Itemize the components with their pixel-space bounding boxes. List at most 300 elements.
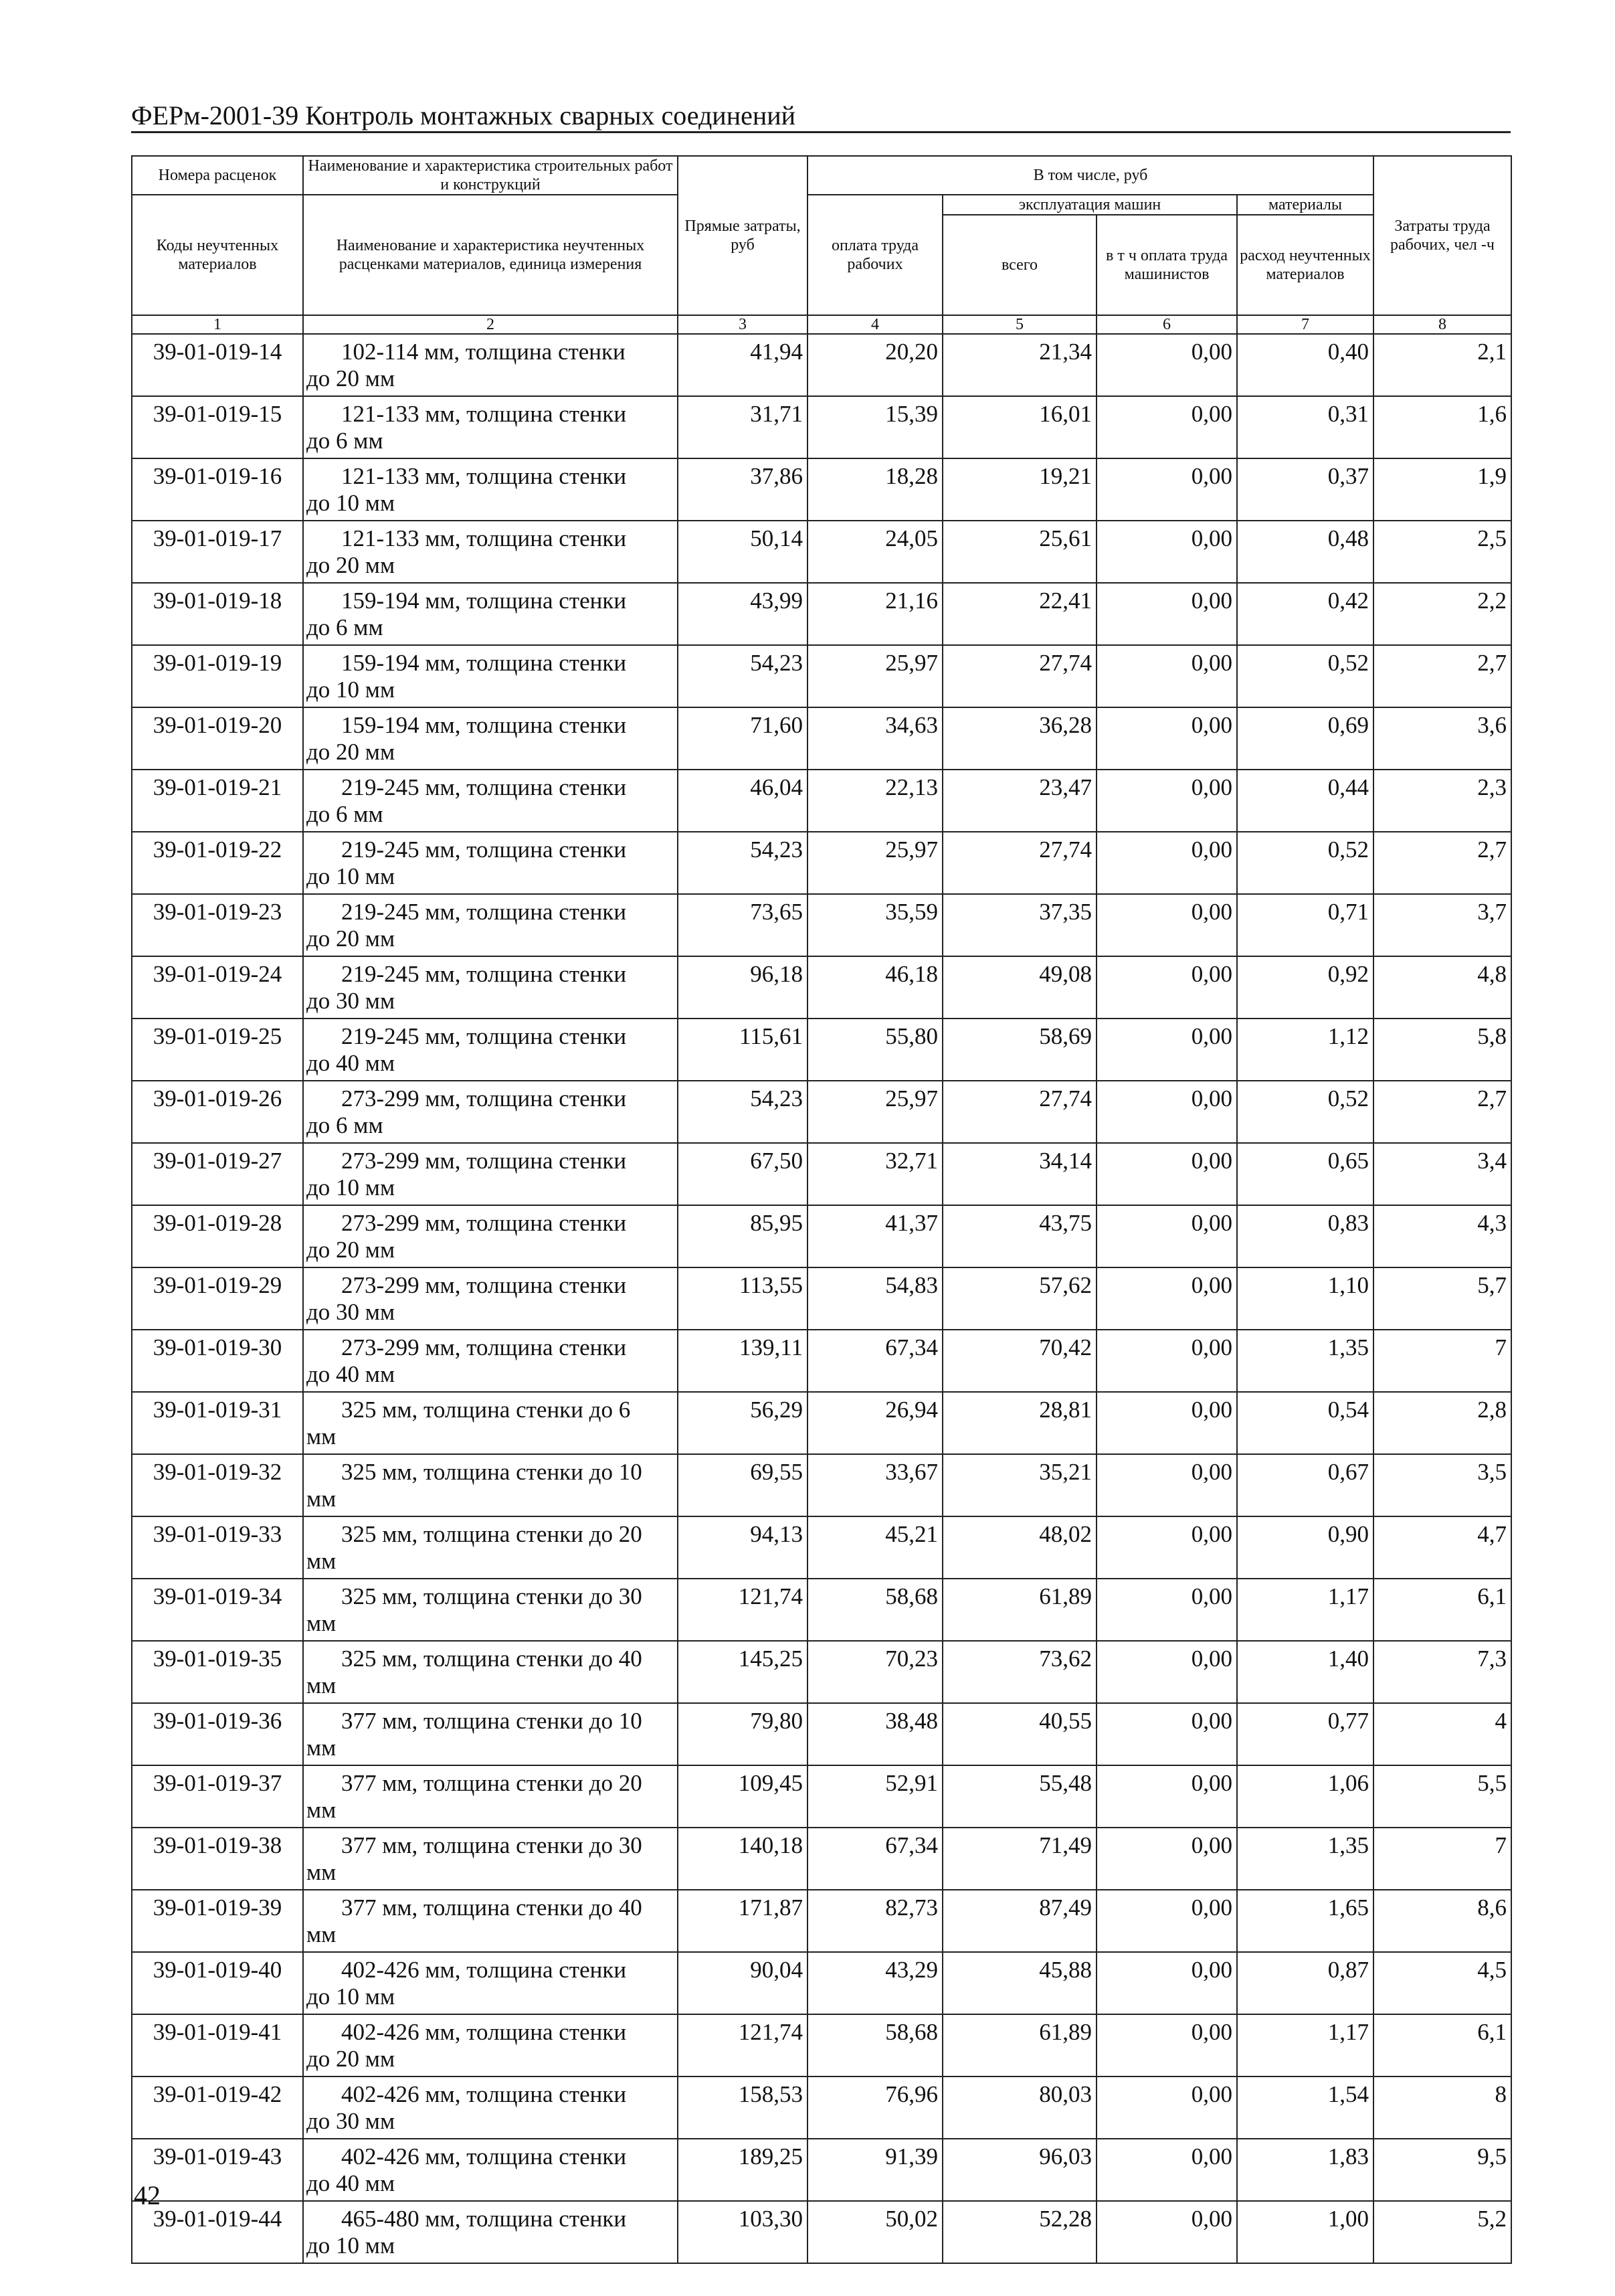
direct-costs: 73,65 <box>678 894 808 956</box>
table-row <box>132 2077 1511 2139</box>
labor-pay: 25,97 <box>808 645 943 707</box>
materials-cost: 1,17 <box>1237 2014 1373 2077</box>
direct-costs: 54,23 <box>678 645 808 707</box>
labor-hours: 5,8 <box>1373 1019 1511 1081</box>
labor-hours: 2,8 <box>1373 1392 1511 1454</box>
description-line: до 20 мм <box>306 365 395 391</box>
description-line: 377 мм, толщина стенки до 20 <box>341 1770 642 1796</box>
description-line: 102-114 мм, толщина стенки <box>341 339 626 365</box>
labor-pay: 32,71 <box>808 1143 943 1205</box>
description-line: 273-299 мм, толщина стенки <box>341 1272 627 1298</box>
machinists-pay: 0,00 <box>1097 1392 1237 1454</box>
labor-hours: 3,7 <box>1373 894 1511 956</box>
work-description <box>303 1579 678 1641</box>
header-materials-unaccounted: расход неучтенных материалов <box>1237 215 1373 315</box>
description-line: мм <box>306 1735 337 1761</box>
labor-hours: 6,1 <box>1373 2014 1511 2077</box>
materials-cost: 0,83 <box>1237 1205 1373 1267</box>
labor-pay: 22,13 <box>808 770 943 832</box>
machines-total: 45,88 <box>943 1952 1097 2014</box>
table-row <box>132 770 1511 832</box>
header-machines: эксплуатация машин <box>943 195 1237 215</box>
machinists-pay: 0,00 <box>1097 707 1237 770</box>
rate-code: 39-01-019-17 <box>132 521 303 583</box>
rates-table <box>131 155 1512 2264</box>
labor-pay: 58,68 <box>808 1579 943 1641</box>
labor-pay: 67,34 <box>808 1828 943 1890</box>
work-description <box>303 1019 678 1081</box>
machines-total: 19,21 <box>943 458 1097 521</box>
header-materials: материалы <box>1237 195 1373 215</box>
labor-pay: 15,39 <box>808 396 943 458</box>
machinists-pay: 0,00 <box>1097 2077 1237 2139</box>
table-row <box>132 1143 1511 1205</box>
description-line: до 10 мм <box>306 1174 395 1201</box>
rate-code: 39-01-019-44 <box>132 2201 303 2263</box>
table-row <box>132 1019 1511 1081</box>
rate-code: 39-01-019-42 <box>132 2077 303 2139</box>
materials-cost: 0,42 <box>1237 583 1373 645</box>
description-line: 273-299 мм, толщина стенки <box>341 1334 627 1360</box>
machines-total: 73,62 <box>943 1641 1097 1703</box>
work-description <box>303 583 678 645</box>
machines-total: 22,41 <box>943 583 1097 645</box>
machines-total: 71,49 <box>943 1828 1097 1890</box>
materials-cost: 1,00 <box>1237 2201 1373 2263</box>
direct-costs: 54,23 <box>678 832 808 894</box>
machines-total: 49,08 <box>943 956 1097 1019</box>
description-line: 121-133 мм, толщина стенки <box>341 401 627 427</box>
labor-pay: 45,21 <box>808 1516 943 1579</box>
labor-hours: 8,6 <box>1373 1890 1511 1952</box>
materials-cost: 0,92 <box>1237 956 1373 1019</box>
labor-pay: 26,94 <box>808 1392 943 1454</box>
rate-code: 39-01-019-30 <box>132 1330 303 1392</box>
rate-code: 39-01-019-27 <box>132 1143 303 1205</box>
rate-code: 39-01-019-37 <box>132 1765 303 1828</box>
rate-code: 39-01-019-38 <box>132 1828 303 1890</box>
description-line: мм <box>306 1423 337 1449</box>
machinists-pay: 0,00 <box>1097 1828 1237 1890</box>
description-line: до 20 мм <box>306 925 395 952</box>
labor-pay: 33,67 <box>808 1454 943 1516</box>
table-row <box>132 832 1511 894</box>
work-description <box>303 1267 678 1330</box>
materials-cost: 0,52 <box>1237 1081 1373 1143</box>
rate-code: 39-01-019-25 <box>132 1019 303 1081</box>
direct-costs: 115,61 <box>678 1019 808 1081</box>
rate-code: 39-01-019-18 <box>132 583 303 645</box>
labor-pay: 50,02 <box>808 2201 943 2263</box>
labor-hours: 9,5 <box>1373 2139 1511 2201</box>
rate-code: 39-01-019-41 <box>132 2014 303 2077</box>
machines-total: 25,61 <box>943 521 1097 583</box>
rate-code: 39-01-019-23 <box>132 894 303 956</box>
labor-pay: 91,39 <box>808 2139 943 2201</box>
work-description <box>303 1392 678 1454</box>
machinists-pay: 0,00 <box>1097 1330 1237 1392</box>
materials-cost: 0,65 <box>1237 1143 1373 1205</box>
labor-pay: 58,68 <box>808 2014 943 2077</box>
machinists-pay: 0,00 <box>1097 1641 1237 1703</box>
work-description <box>303 1454 678 1516</box>
labor-pay: 41,37 <box>808 1205 943 1267</box>
labor-hours: 1,6 <box>1373 396 1511 458</box>
labor-hours: 5,5 <box>1373 1765 1511 1828</box>
direct-costs: 79,80 <box>678 1703 808 1765</box>
machinists-pay: 0,00 <box>1097 334 1237 396</box>
rate-code: 39-01-019-43 <box>132 2139 303 2201</box>
work-description <box>303 1952 678 2014</box>
rate-code: 39-01-019-35 <box>132 1641 303 1703</box>
work-description <box>303 1641 678 1703</box>
description-line: 465-480 мм, толщина стенки <box>341 2206 627 2232</box>
table-row <box>132 1703 1511 1765</box>
rate-code: 39-01-019-31 <box>132 1392 303 1454</box>
description-line: 121-133 мм, толщина стенки <box>341 525 627 551</box>
rate-code: 39-01-019-26 <box>132 1081 303 1143</box>
table-row <box>132 645 1511 707</box>
header-work-name: Наименование и характеристика строительных работ и конструкций <box>303 156 678 195</box>
description-line: 377 мм, толщина стенки до 30 <box>341 1832 642 1858</box>
labor-hours: 4,5 <box>1373 1952 1511 2014</box>
description-line: до 40 мм <box>306 1050 395 1076</box>
materials-cost: 1,12 <box>1237 1019 1373 1081</box>
table-row <box>132 458 1511 521</box>
table-row <box>132 894 1511 956</box>
header-direct-costs: Прямые затраты, руб <box>678 156 808 315</box>
labor-pay: 38,48 <box>808 1703 943 1765</box>
table-row <box>132 1641 1511 1703</box>
description-line: 273-299 мм, толщина стенки <box>341 1085 627 1112</box>
machines-total: 16,01 <box>943 396 1097 458</box>
work-description <box>303 1703 678 1765</box>
rate-code: 39-01-019-19 <box>132 645 303 707</box>
labor-pay: 25,97 <box>808 1081 943 1143</box>
description-line: 159-194 мм, толщина стенки <box>341 712 627 738</box>
table-row <box>132 1454 1511 1516</box>
rate-code: 39-01-019-15 <box>132 396 303 458</box>
rate-code: 39-01-019-39 <box>132 1890 303 1952</box>
description-line: мм <box>306 1672 337 1698</box>
col-number: 2 <box>303 315 678 334</box>
machines-total: 27,74 <box>943 832 1097 894</box>
col-number: 6 <box>1097 315 1237 334</box>
direct-costs: 56,29 <box>678 1392 808 1454</box>
materials-cost: 0,37 <box>1237 458 1373 521</box>
direct-costs: 46,04 <box>678 770 808 832</box>
description-line: 219-245 мм, толщина стенки <box>341 1023 627 1049</box>
work-description <box>303 1516 678 1579</box>
materials-cost: 0,40 <box>1237 334 1373 396</box>
description-line: 402-426 мм, толщина стенки <box>341 2143 627 2170</box>
machinists-pay: 0,00 <box>1097 1454 1237 1516</box>
materials-cost: 0,54 <box>1237 1392 1373 1454</box>
machinists-pay: 0,00 <box>1097 1890 1237 1952</box>
description-line: до 6 мм <box>306 1112 383 1138</box>
work-description <box>303 956 678 1019</box>
description-line: до 40 мм <box>306 1361 395 1387</box>
labor-pay: 70,23 <box>808 1641 943 1703</box>
direct-costs: 90,04 <box>678 1952 808 2014</box>
labor-hours: 2,7 <box>1373 832 1511 894</box>
work-description <box>303 2201 678 2263</box>
machinists-pay: 0,00 <box>1097 2139 1237 2201</box>
labor-hours: 5,2 <box>1373 2201 1511 2263</box>
machines-total: 35,21 <box>943 1454 1097 1516</box>
direct-costs: 121,74 <box>678 1579 808 1641</box>
col-number: 7 <box>1237 315 1373 334</box>
rate-code: 39-01-019-33 <box>132 1516 303 1579</box>
rate-code: 39-01-019-20 <box>132 707 303 770</box>
machinists-pay: 0,00 <box>1097 645 1237 707</box>
rate-code: 39-01-019-24 <box>132 956 303 1019</box>
labor-hours: 4,7 <box>1373 1516 1511 1579</box>
work-description <box>303 1890 678 1952</box>
work-description <box>303 1765 678 1828</box>
machinists-pay: 0,00 <box>1097 770 1237 832</box>
direct-costs: 43,99 <box>678 583 808 645</box>
labor-pay: 24,05 <box>808 521 943 583</box>
direct-costs: 139,11 <box>678 1330 808 1392</box>
materials-cost: 0,87 <box>1237 1952 1373 2014</box>
direct-costs: 171,87 <box>678 1890 808 1952</box>
description-line: до 20 мм <box>306 552 395 578</box>
machinists-pay: 0,00 <box>1097 1081 1237 1143</box>
table-row <box>132 2201 1511 2263</box>
description-line: 402-426 мм, толщина стенки <box>341 2019 627 2045</box>
description-line: до 6 мм <box>306 614 383 640</box>
materials-cost: 1,17 <box>1237 1579 1373 1641</box>
labor-pay: 34,63 <box>808 707 943 770</box>
description-line: 402-426 мм, толщина стенки <box>341 1957 627 1983</box>
machinists-pay: 0,00 <box>1097 1267 1237 1330</box>
work-description <box>303 2014 678 2077</box>
direct-costs: 71,60 <box>678 707 808 770</box>
materials-cost: 0,31 <box>1237 396 1373 458</box>
description-line: до 10 мм <box>306 2232 395 2259</box>
work-description <box>303 1330 678 1392</box>
description-line: до 10 мм <box>306 677 395 703</box>
direct-costs: 31,71 <box>678 396 808 458</box>
table-row <box>132 583 1511 645</box>
materials-cost: 1,35 <box>1237 1828 1373 1890</box>
machinists-pay: 0,00 <box>1097 1205 1237 1267</box>
table-row <box>132 2139 1511 2201</box>
materials-cost: 0,77 <box>1237 1703 1373 1765</box>
table-row <box>132 956 1511 1019</box>
labor-pay: 54,83 <box>808 1267 943 1330</box>
direct-costs: 158,53 <box>678 2077 808 2139</box>
col-number: 8 <box>1373 315 1511 334</box>
header-rate-numbers: Номера расценок <box>132 156 303 195</box>
labor-hours: 4,3 <box>1373 1205 1511 1267</box>
direct-costs: 37,86 <box>678 458 808 521</box>
header-including: В том числе, руб <box>808 156 1373 195</box>
description-line: 273-299 мм, толщина стенки <box>341 1210 627 1236</box>
work-description <box>303 2139 678 2201</box>
machinists-pay: 0,00 <box>1097 1579 1237 1641</box>
work-description <box>303 894 678 956</box>
work-description <box>303 832 678 894</box>
machinists-pay: 0,00 <box>1097 396 1237 458</box>
labor-hours: 8 <box>1373 2077 1511 2139</box>
machines-total: 21,34 <box>943 334 1097 396</box>
machinists-pay: 0,00 <box>1097 583 1237 645</box>
description-line: до 10 мм <box>306 490 395 516</box>
labor-hours: 2,1 <box>1373 334 1511 396</box>
labor-pay: 21,16 <box>808 583 943 645</box>
rate-code: 39-01-019-40 <box>132 1952 303 2014</box>
description-line: 219-245 мм, толщина стенки <box>341 774 627 800</box>
labor-hours: 7 <box>1373 1828 1511 1890</box>
labor-hours: 2,2 <box>1373 583 1511 645</box>
rate-code: 39-01-019-21 <box>132 770 303 832</box>
description-line: до 30 мм <box>306 1299 395 1325</box>
labor-pay: 55,80 <box>808 1019 943 1081</box>
labor-hours: 5,7 <box>1373 1267 1511 1330</box>
machinists-pay: 0,00 <box>1097 1019 1237 1081</box>
description-line: до 20 мм <box>306 2046 395 2072</box>
direct-costs: 103,30 <box>678 2201 808 2263</box>
machines-total: 27,74 <box>943 645 1097 707</box>
work-description <box>303 334 678 396</box>
machinists-pay: 0,00 <box>1097 956 1237 1019</box>
table-row <box>132 521 1511 583</box>
labor-pay: 18,28 <box>808 458 943 521</box>
direct-costs: 113,55 <box>678 1267 808 1330</box>
description-line: 219-245 мм, толщина стенки <box>341 899 627 925</box>
work-description <box>303 707 678 770</box>
materials-cost: 0,90 <box>1237 1516 1373 1579</box>
col-number: 1 <box>132 315 303 334</box>
description-line: мм <box>306 1859 337 1885</box>
machines-total: 61,89 <box>943 2014 1097 2077</box>
materials-cost: 1,40 <box>1237 1641 1373 1703</box>
description-line: 159-194 мм, толщина стенки <box>341 588 627 614</box>
col-number: 5 <box>943 315 1097 334</box>
machinists-pay: 0,00 <box>1097 2201 1237 2263</box>
machines-total: 87,49 <box>943 1890 1097 1952</box>
table-row <box>132 1952 1511 2014</box>
machines-total: 28,81 <box>943 1392 1097 1454</box>
description-line: 377 мм, толщина стенки до 40 <box>341 1894 642 1921</box>
direct-costs: 94,13 <box>678 1516 808 1579</box>
labor-hours: 2,3 <box>1373 770 1511 832</box>
machines-total: 27,74 <box>943 1081 1097 1143</box>
machines-total: 96,03 <box>943 2139 1097 2201</box>
header-machinists-pay: в т ч оплата труда машинистов <box>1097 215 1237 315</box>
description-line: мм <box>306 1486 337 1512</box>
machinists-pay: 0,00 <box>1097 1765 1237 1828</box>
machines-total: 52,28 <box>943 2201 1097 2263</box>
description-line: 273-299 мм, толщина стенки <box>341 1148 627 1174</box>
header-labor-pay: оплата труда рабочих <box>808 195 943 315</box>
rate-code: 39-01-019-34 <box>132 1579 303 1641</box>
work-description <box>303 396 678 458</box>
table-row <box>132 334 1511 396</box>
description-line: 159-194 мм, толщина стенки <box>341 650 627 676</box>
machines-total: 55,48 <box>943 1765 1097 1828</box>
header-material-codes: Коды неучтенных материалов <box>132 195 303 315</box>
work-description <box>303 1081 678 1143</box>
work-description <box>303 458 678 521</box>
description-line: до 20 мм <box>306 739 395 765</box>
description-line: 325 мм, толщина стенки до 20 <box>341 1521 642 1547</box>
col-number: 3 <box>678 315 808 334</box>
description-line: 325 мм, толщина стенки до 6 <box>341 1397 631 1423</box>
table-row <box>132 1579 1511 1641</box>
work-description <box>303 645 678 707</box>
materials-cost: 1,10 <box>1237 1267 1373 1330</box>
description-line: до 20 мм <box>306 1237 395 1263</box>
machines-total: 58,69 <box>943 1019 1097 1081</box>
description-line: мм <box>306 1797 337 1823</box>
labor-pay: 46,18 <box>808 956 943 1019</box>
direct-costs: 189,25 <box>678 2139 808 2201</box>
materials-cost: 0,69 <box>1237 707 1373 770</box>
rate-code: 39-01-019-29 <box>132 1267 303 1330</box>
rate-code: 39-01-019-16 <box>132 458 303 521</box>
materials-cost: 0,67 <box>1237 1454 1373 1516</box>
description-line: 219-245 мм, толщина стенки <box>341 836 627 863</box>
direct-costs: 50,14 <box>678 521 808 583</box>
labor-pay: 25,97 <box>808 832 943 894</box>
direct-costs: 140,18 <box>678 1828 808 1890</box>
labor-pay: 35,59 <box>808 894 943 956</box>
rate-code: 39-01-019-36 <box>132 1703 303 1765</box>
rate-code: 39-01-019-14 <box>132 334 303 396</box>
labor-hours: 7 <box>1373 1330 1511 1392</box>
table-row <box>132 707 1511 770</box>
labor-hours: 3,6 <box>1373 707 1511 770</box>
work-description <box>303 2077 678 2139</box>
page-number: 42 <box>134 2180 161 2210</box>
machines-total: 70,42 <box>943 1330 1097 1392</box>
labor-hours: 2,7 <box>1373 645 1511 707</box>
machinists-pay: 0,00 <box>1097 458 1237 521</box>
description-line: 402-426 мм, толщина стенки <box>341 2081 627 2107</box>
direct-costs: 41,94 <box>678 334 808 396</box>
table-row <box>132 1267 1511 1330</box>
materials-cost: 0,52 <box>1237 832 1373 894</box>
table-row <box>132 1081 1511 1143</box>
col-number: 4 <box>808 315 943 334</box>
machinists-pay: 0,00 <box>1097 832 1237 894</box>
labor-hours: 6,1 <box>1373 1579 1511 1641</box>
machines-total: 57,62 <box>943 1267 1097 1330</box>
direct-costs: 121,74 <box>678 2014 808 2077</box>
rate-code: 39-01-019-28 <box>132 1205 303 1267</box>
materials-cost: 1,83 <box>1237 2139 1373 2201</box>
labor-pay: 67,34 <box>808 1330 943 1392</box>
labor-pay: 43,29 <box>808 1952 943 2014</box>
header-machines-total: всего <box>943 215 1097 315</box>
direct-costs: 145,25 <box>678 1641 808 1703</box>
machines-total: 80,03 <box>943 2077 1097 2139</box>
machinists-pay: 0,00 <box>1097 521 1237 583</box>
header-labor-cost: Затраты труда рабочих, чел -ч <box>1373 156 1511 315</box>
description-line: до 10 мм <box>306 863 395 889</box>
page-title: ФЕРм-2001-39 Контроль монтажных сварных соединений <box>131 100 1511 133</box>
description-line: мм <box>306 1921 337 1947</box>
rate-code: 39-01-019-22 <box>132 832 303 894</box>
table-row <box>132 1516 1511 1579</box>
work-description <box>303 1205 678 1267</box>
labor-hours: 4,8 <box>1373 956 1511 1019</box>
labor-pay: 76,96 <box>808 2077 943 2139</box>
description-line: 325 мм, толщина стенки до 10 <box>341 1459 642 1485</box>
